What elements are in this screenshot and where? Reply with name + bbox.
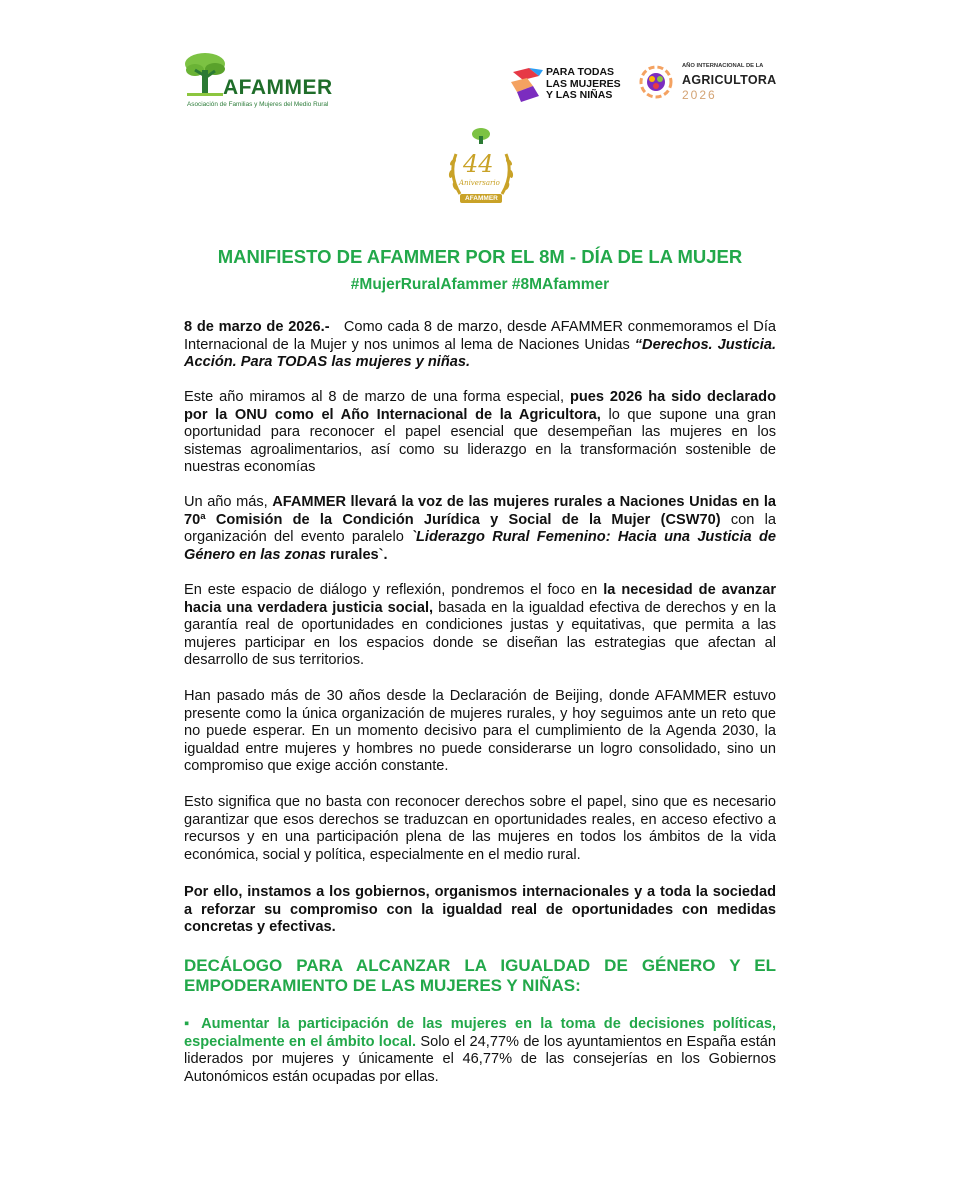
p3-text-a: Un año más, bbox=[184, 494, 273, 510]
paragraph-2 bbox=[184, 389, 776, 477]
p2-text-a: Este año miramos al 8 de marzo de una forma especial, bbox=[184, 389, 570, 405]
para-todas-line-1: PARA TODAS bbox=[546, 66, 615, 78]
anniversary-word: Aniversario bbox=[459, 179, 500, 187]
paragraph-3 bbox=[184, 494, 776, 564]
item1-lead: Aumentar la participación de las mujeres en la toma de decisiones políticas, especialmente en el ámbito local. bbox=[184, 1016, 777, 1050]
p3-text-c: con la organización del evento paralelo bbox=[184, 511, 776, 545]
item1-text: Solo el 24,77% de los ayuntamientos en España están liderados por mujeres y únicamente el 46,77% de las consejerías en los Gobiernos Autonómicos están ocupadas por ellas. bbox=[184, 1033, 776, 1085]
paragraph-5: Han pasado más de 30 años desde la Declaración de Beijing, donde AFAMMER estuvo presente como la única organización de mujeres rurales, y hoy seguimos ante un reto que no puede esperar. En un momento decisivo para el cumplimiento de la Agenda 2030, la igualdad entre mujeres y hombres no puede considerarse un logro consolidado, sino un compromiso que exige acción constante. bbox=[184, 688, 776, 774]
un-motto: “Derechos. Justicia. Acción. Para TODAS las mujeres y niñas. bbox=[184, 336, 776, 370]
agri-year: 2026 bbox=[682, 88, 717, 102]
anniversary-number: 44 bbox=[463, 150, 494, 178]
p4-text-a: En este espacio de diálogo y reflexión, pondremos el foco en bbox=[184, 582, 604, 598]
p3-event-title-end: rurales`. bbox=[330, 546, 388, 563]
tree-icon bbox=[183, 50, 227, 98]
circle-people-icon bbox=[638, 64, 674, 100]
p4-text-c: basada en la igualdad efectiva de derechos y en la garantía real de oportunidades en condiciones justas y equitativas, que permita a las mujeres participar en los espacios donde se diseñan las estrategias que afectan al desarrollo de sus territorios. bbox=[184, 599, 776, 668]
afammer-logo bbox=[183, 50, 333, 112]
p3-event-title: `Liderazgo Rural Femenino: Hacia una Justicia de Género en las zonas bbox=[184, 529, 776, 563]
p2-text-c: lo que supone una gran oportunidad para reconocer el papel esencial que desempeñan las mujeres en los sistemas agroalimentarios, así como su liderazgo en la transformación sostenible de nuestras economías bbox=[184, 406, 777, 475]
p4-bold: la necesidad de avanzar hacia una verdadera justicia social, bbox=[184, 582, 776, 616]
hashtags: #MujerRuralAfammer #8MAfammer bbox=[350, 276, 610, 293]
para-todas-line-3: Y LAS NIÑAS bbox=[546, 89, 613, 101]
page-title: MANIFIESTO DE AFAMMER POR EL 8M - DÍA DE LA MUJER bbox=[217, 246, 743, 267]
agri-small-text: AÑO INTERNACIONAL DE LA bbox=[682, 63, 764, 69]
paragraph-6: Esto significa que no basta con reconocer derechos sobre el papel, sino que es necesario garantizar que esos derechos se traduzcan en oportunidades reales, en acceso efectivo a recursos y en una participación plena de las mujeres en todos los ámbitos de la vida económica, social y política, especialmente en el medio rural. bbox=[184, 794, 776, 863]
para-todas-line-2: LAS MUJERES bbox=[546, 77, 621, 90]
agri-big-text: AGRICULTORA bbox=[682, 73, 777, 87]
anniversary-ribbon-text: AFAMMER bbox=[465, 195, 498, 202]
decalogo-title: DECÁLOGO PARA ALCANZAR LA IGUALDAD DE GÉNERO Y EL EMPODERAMIENTO DE LAS MUJERES Y NIÑAS: bbox=[184, 956, 776, 995]
decalogo-item-1 bbox=[184, 1016, 776, 1086]
colorful-arrows-icon bbox=[509, 66, 543, 106]
paragraph-7: Por ello, instamos a los gobiernos, organismos internacionales y a toda la sociedad a reforzar su compromiso con la igualdad real de oportunidades con medidas concretas y efectivas. bbox=[184, 884, 776, 935]
afammer-brand-text: AFAMMER bbox=[223, 76, 333, 99]
afammer-tagline: Asociación de Familias y Mujeres del Medio Rural bbox=[187, 101, 329, 108]
date-lead: 8 de marzo de 2026.- bbox=[184, 319, 330, 335]
paragraph-4 bbox=[184, 582, 776, 670]
p2-bold: pues 2026 ha sido declarado por la ONU como el Año Internacional de la Agricultora, bbox=[184, 389, 777, 423]
anniversary-emblem bbox=[442, 124, 520, 212]
p3-bold: AFAMMER llevará la voz de las mujeres rurales a Naciones Unidas en la 70ª Comisión de la Condición Jurídica y Social de la Mujer (CSW70) bbox=[184, 494, 776, 528]
bullet-icon: ▪ bbox=[184, 1016, 202, 1032]
para-todas-logo bbox=[509, 66, 631, 108]
agricultora-2026-logo bbox=[638, 62, 777, 104]
paragraph-1 bbox=[184, 319, 781, 372]
p1-text: Como cada 8 de marzo, desde AFAMMER conmemoramos el Día Internacional de la Mujer y nos unimos al lema de Naciones Unidas bbox=[184, 319, 781, 353]
